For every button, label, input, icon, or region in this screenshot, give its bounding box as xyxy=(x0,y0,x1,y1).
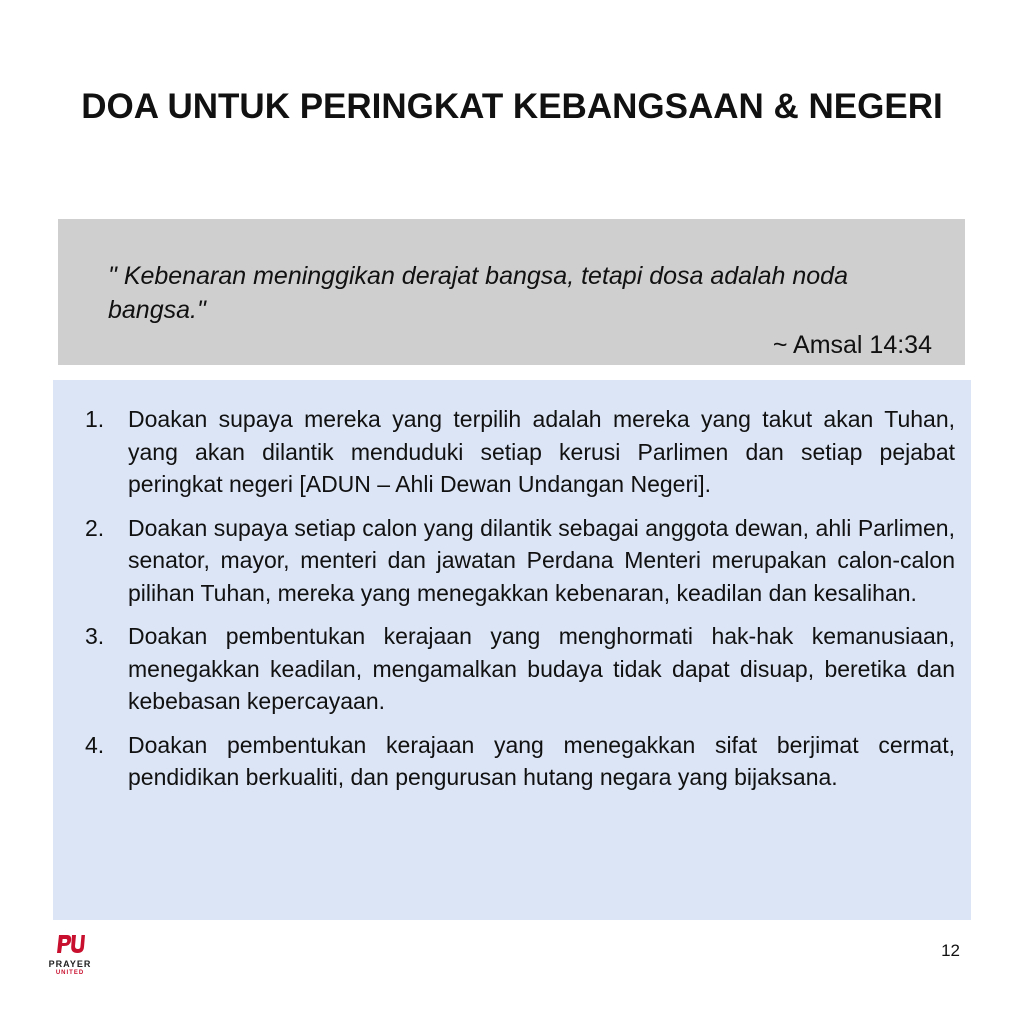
prayer-points-box xyxy=(53,380,971,920)
quote-text: " Kebenaran meninggikan derajat bangsa, tetapi dosa adalah noda bangsa." xyxy=(108,262,848,324)
point-number: 1. xyxy=(85,406,105,432)
point-number: 2. xyxy=(85,514,105,541)
point-number: 4. xyxy=(85,731,105,758)
point-text: Doakan pembentukan kerajaan yang menghormati hak-hak kemanusiaan, menegakkan keadilan, mengamalkan budaya tidak dapat disuap, beretika dan kebebasan kepercayaan. xyxy=(128,623,955,714)
prayer-point xyxy=(85,403,955,501)
point-text: Doakan supaya mereka yang terpilih adalah mereka yang takut akan Tuhan, yang akan dilantik menduduki setiap kerusi Parlimen dan setiap pejabat peringkat negeri [ADUN – Ahli Dewan Undangan Negeri]. xyxy=(128,406,955,497)
logo-wordmark: PRAYER xyxy=(48,959,92,969)
prayer-point xyxy=(85,620,955,718)
point-text: Doakan pembentukan kerajaan yang menegakkan sifat berjimat cermat, pendidikan berkualiti, dan pengurusan hutang negara yang bijaksana. xyxy=(128,731,955,790)
page-title: DOA UNTUK PERINGKAT KEBANGSAAN & NEGERI xyxy=(81,87,943,126)
logo-subtext: UNITED xyxy=(55,970,85,976)
quote-reference: ~ Amsal 14:34 xyxy=(772,331,932,359)
prayer-point xyxy=(85,729,955,794)
pu-logo-icon xyxy=(54,932,86,956)
page-number: 12 xyxy=(941,941,960,960)
point-text: Doakan supaya setiap calon yang dilantik sebagai anggota dewan, ahli Parlimen, senator, mayor, menteri dan jawatan Perdana Menteri merupakan calon-calon pilihan Tuhan, mereka yang menegakkan kebenaran, keadilan dan kesalihan. xyxy=(128,514,955,606)
quote-box xyxy=(58,219,965,365)
point-number: 3. xyxy=(85,623,105,649)
prayer-points-list xyxy=(85,403,955,805)
prayer-point xyxy=(85,512,955,610)
prayer-united-logo xyxy=(42,932,98,978)
